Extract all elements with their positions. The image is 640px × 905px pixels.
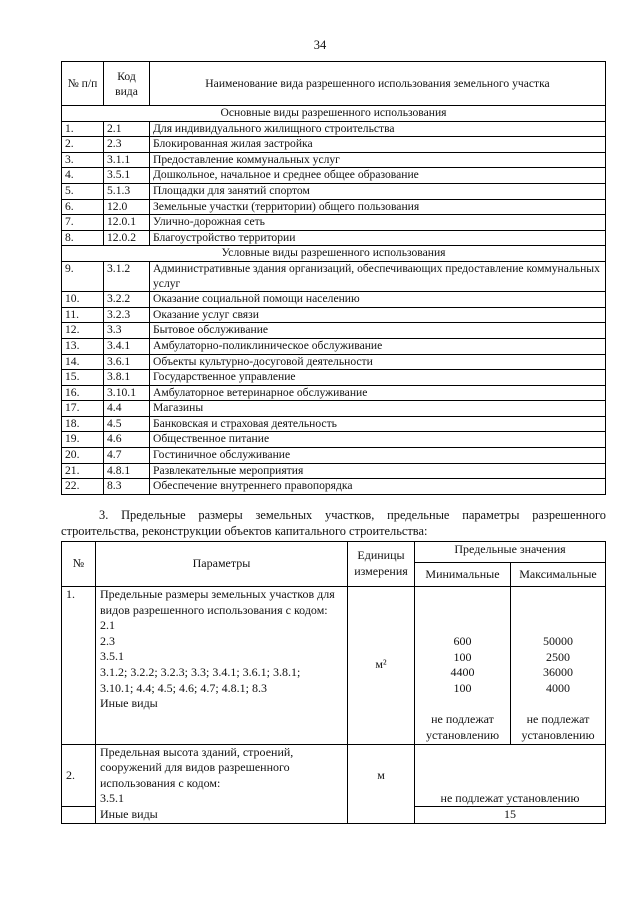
row-code: 8.3 [104, 479, 150, 495]
row-code: 4.5 [104, 416, 150, 432]
section-main-title: Основные виды разрешенного использования [62, 106, 606, 122]
row1-min-other: не подлежат установлению [425, 712, 500, 742]
row-name: Оказание услуг связи [150, 307, 606, 323]
row-name: Бытовое обслуживание [150, 323, 606, 339]
row1-max-other: не подлежат установлению [521, 712, 595, 742]
header-name: Наименование вида разрешенного использования земельного участка [150, 62, 606, 106]
params-header-params: Параметры [96, 542, 348, 587]
row-num: 17. [62, 401, 104, 417]
row-code: 3.6.1 [104, 354, 150, 370]
row-num: 2. [62, 137, 104, 153]
row-name: Объекты культурно-досуговой деятельности [150, 354, 606, 370]
row-name: Блокированная жилая застройка [150, 137, 606, 153]
conditional-rows [62, 261, 606, 494]
row-name: Магазины [150, 401, 606, 417]
row1-code: 3.10.1; 4.4; 4.5; 4.6; 4.7; 4.8.1; 8.3 [100, 680, 268, 695]
main-rows [62, 121, 606, 246]
row-code: 2.3 [104, 137, 150, 153]
table-row [62, 354, 606, 370]
row-code: 3.8.1 [104, 370, 150, 386]
row1-max [511, 587, 606, 745]
row-num: 16. [62, 385, 104, 401]
row-num: 22. [62, 479, 104, 495]
row1-params [96, 587, 348, 745]
row2-unit: м [348, 744, 415, 807]
row-name: Благоустройство территории [150, 230, 606, 246]
table-row [62, 448, 606, 464]
row1-min-value: 100 [453, 680, 472, 695]
row2-other: Иные виды [96, 807, 348, 824]
row1-code: 3.1.2; 3.2.2; 3.2.3; 3.3; 3.4.1; 3.6.1; 3.8.1; [100, 664, 301, 679]
row1-min-value: 4400 [450, 665, 475, 680]
table-row [62, 463, 606, 479]
params-row-2 [62, 744, 606, 807]
table-row [62, 183, 606, 199]
section-conditional-title: Условные виды разрешенного использования [62, 246, 606, 262]
row1-code-other: Иные виды [100, 696, 158, 711]
row-name: Предоставление коммунальных услуг [150, 152, 606, 168]
row2-value-other: 15 [415, 807, 606, 824]
table-row [62, 401, 606, 417]
header-code: Код вида [104, 62, 150, 106]
row-code: 2.1 [104, 121, 150, 137]
table-row [62, 261, 606, 291]
row-code: 4.7 [104, 448, 150, 464]
row1-max-value: 50000 [543, 634, 573, 648]
table-row [62, 137, 606, 153]
row-code: 3.3 [104, 323, 150, 339]
table-row [62, 323, 606, 339]
row-code: 3.4.1 [104, 338, 150, 354]
row1-min-value: 600 [453, 634, 472, 648]
row1-max-value: 36000 [543, 665, 573, 680]
row-name: Общественное питание [150, 432, 606, 448]
table-row [62, 152, 606, 168]
row-num: 10. [62, 292, 104, 308]
row-num: 14. [62, 354, 104, 370]
row1-min-value: 100 [453, 649, 472, 664]
table-row [62, 432, 606, 448]
row-name: Оказание социальной помощи населению [150, 292, 606, 308]
paragraph-line-2: строительства, реконструкции объектов капитального строительства: [61, 524, 428, 538]
row-code: 4.8.1 [104, 463, 150, 479]
row2-params [96, 744, 348, 807]
row-code: 3.2.3 [104, 307, 150, 323]
page-number: 34 [313, 38, 327, 52]
row1-min [415, 587, 511, 745]
row-name: Амбулаторное ветеринарное обслуживание [150, 385, 606, 401]
row-name: Земельные участки (территории) общего пользования [150, 199, 606, 215]
row-num: 9. [62, 261, 104, 291]
params-header-max: Максимальные [511, 563, 606, 587]
row1-num: 1. [62, 587, 96, 745]
table-header-row [62, 62, 606, 106]
row-num: 13. [62, 338, 104, 354]
row-num: 12. [62, 323, 104, 339]
row-num: 21. [62, 463, 104, 479]
header-num: № п/п [62, 62, 104, 106]
row-name: Государственное управление [150, 370, 606, 386]
table-row [62, 168, 606, 184]
row-num: 11. [62, 307, 104, 323]
row-code: 3.1.2 [104, 261, 150, 291]
row1-unit: м² [348, 587, 415, 745]
row-name: Амбулаторно-поликлиническое обслуживание [150, 338, 606, 354]
row-code: 3.2.2 [104, 292, 150, 308]
section-conditional-row [62, 246, 606, 262]
row-name: Улично-дорожная сеть [150, 215, 606, 231]
table-row [62, 292, 606, 308]
limit-parameters-table [61, 541, 606, 824]
row-name: Развлекательные мероприятия [150, 463, 606, 479]
row-name: Гостиничное обслуживание [150, 448, 606, 464]
row-code: 12.0.1 [104, 215, 150, 231]
table-row [62, 230, 606, 246]
row-name: Административные здания организаций, обеспечивающих предоставление коммунальных услуг [150, 261, 606, 291]
section-main-row [62, 106, 606, 122]
row2-other-num-cell [62, 807, 96, 824]
row-num: 4. [62, 168, 104, 184]
table-row [62, 370, 606, 386]
row-name: Для индивидуального жилищного строительства [150, 121, 606, 137]
row-code: 3.5.1 [104, 168, 150, 184]
row-name: Дошкольное, начальное и среднее общее образование [150, 168, 606, 184]
paragraph-line-1: 3. Предельные размеры земельных участков, предельные параметры разрешенного [99, 508, 606, 522]
row1-max-value: 2500 [546, 649, 570, 664]
row-code: 4.4 [104, 401, 150, 417]
params-header-row-1 [62, 542, 606, 563]
row-code: 5.1.3 [104, 183, 150, 199]
row-num: 8. [62, 230, 104, 246]
row-num: 18. [62, 416, 104, 432]
paragraph-3 [61, 507, 606, 539]
row-code: 12.0.2 [104, 230, 150, 246]
table-row [62, 199, 606, 215]
row1-code: 2.3 [100, 633, 115, 648]
row-code: 4.6 [104, 432, 150, 448]
params-header-min: Минимальные [415, 563, 511, 587]
row-code: 12.0 [104, 199, 150, 215]
row2-num: 2. [62, 744, 96, 807]
row-num: 1. [62, 121, 104, 137]
row2-value-351: не подлежат установлению [415, 744, 606, 807]
row-num: 19. [62, 432, 104, 448]
row-num: 7. [62, 215, 104, 231]
params-header-limits: Предельные значения [415, 542, 606, 563]
row-num: 6. [62, 199, 104, 215]
row1-code: 2.1 [100, 618, 115, 633]
row-num: 5. [62, 183, 104, 199]
table-row [62, 307, 606, 323]
params-header-num: № [62, 542, 96, 587]
row-name: Обеспечение внутреннего правопорядка [150, 479, 606, 495]
table-row [62, 215, 606, 231]
table-row [62, 479, 606, 495]
params-header-units: Единицы измерения [348, 542, 415, 587]
row2-other-unit-cell [348, 807, 415, 824]
row-name: Банковская и страховая деятельность [150, 416, 606, 432]
table-row [62, 121, 606, 137]
row1-title: Предельные размеры земельных участков для видов разрешенного использования с кодом: [100, 587, 335, 617]
row2-title: Предельная высота зданий, строений, сооружений для видов разрешенного использования с кодом: [100, 744, 294, 790]
row-name: Площадки для занятий спортом [150, 183, 606, 199]
row1-code: 3.5.1 [100, 649, 124, 664]
row-num: 3. [62, 152, 104, 168]
row-code: 3.10.1 [104, 385, 150, 401]
row1-max-value: 4000 [546, 680, 570, 695]
table-row [62, 385, 606, 401]
row2-code: 3.5.1 [100, 791, 124, 806]
params-row-2-other [62, 807, 606, 824]
row-code: 3.1.1 [104, 152, 150, 168]
table-row [62, 416, 606, 432]
params-row-1 [62, 587, 606, 745]
land-use-types-table [61, 61, 606, 495]
row-num: 20. [62, 448, 104, 464]
row-num: 15. [62, 370, 104, 386]
table-row [62, 338, 606, 354]
